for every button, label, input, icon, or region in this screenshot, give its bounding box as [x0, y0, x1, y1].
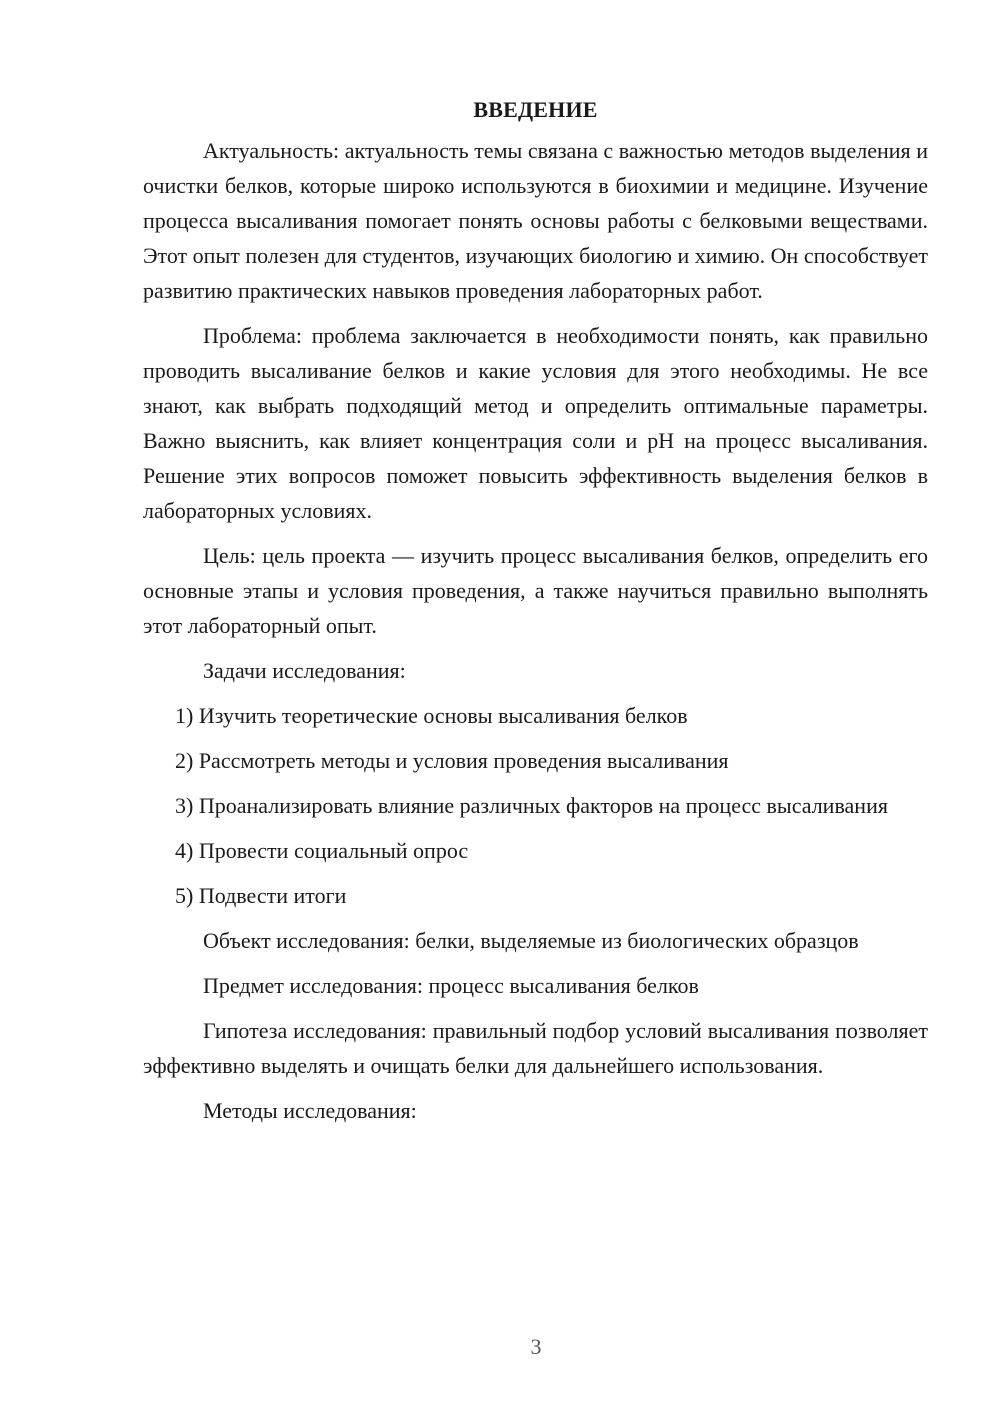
task-item-4: 4) Провести социальный опрос: [175, 838, 469, 863]
goal-paragraph: Цель: цель проекта — изучить процесс высаливания белков, определить его основные этапы и условия проведения, а также научиться правильно выполнять этот лабораторный опыт.: [143, 543, 928, 638]
problem-paragraph: Проблема: проблема заключается в необходимости понять, как правильно проводить высаливание белков и какие условия для этого необходимы. Не все знают, как выбрать подходящий метод и определить оптимальные параметры. Важно выяснить, как влияет концентрация соли и pH на процесс высаливания. Решение этих вопросов поможет повысить эффективность выделения белков в лабораторных условиях.: [143, 323, 928, 523]
task-item-5: 5) Подвести итоги: [175, 883, 347, 908]
hypothesis-paragraph: Гипотеза исследования: правильный подбор условий высаливания позволяет эффективно выделять и очищать белки для дальнейшего использования.: [143, 1018, 928, 1078]
subject-paragraph: Предмет исследования: процесс высаливания белков: [203, 973, 699, 998]
tasks-title: Задачи исследования:: [203, 658, 406, 683]
task-item-1: 1) Изучить теоретические основы высаливания белков: [175, 703, 688, 728]
methods-title: Методы исследования:: [203, 1098, 417, 1123]
relevance-paragraph: Актуальность: актуальность темы связана с важностью методов выделения и очистки белков, которые широко используются в биохимии и медицине. Изучение процесса высаливания помогает понять основы работы с белковыми веществами. Этот опыт полезен для студентов, изучающих биологию и химию. Он способствует развитию практических навыков проведения лабораторных работ.: [143, 138, 928, 303]
object-paragraph: Объект исследования: белки, выделяемые из биологических образцов: [203, 928, 859, 953]
section-heading: ВВЕДЕНИЕ: [473, 97, 598, 122]
page-number: 3: [530, 1334, 542, 1359]
task-item-3: 3) Проанализировать влияние различных факторов на процесс высаливания: [175, 793, 888, 818]
task-item-2: 2) Рассмотреть методы и условия проведения высаливания: [175, 748, 729, 773]
document-page: [143, 96, 928, 1138]
